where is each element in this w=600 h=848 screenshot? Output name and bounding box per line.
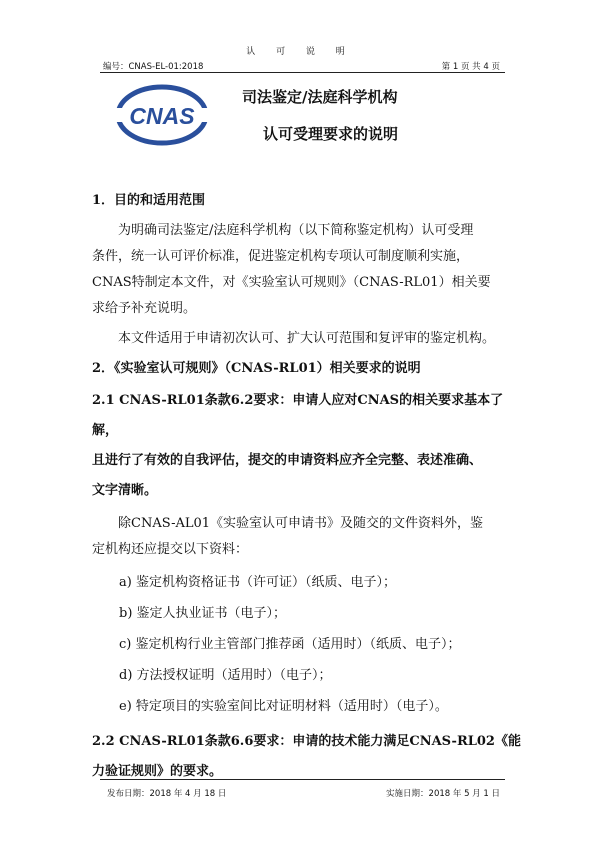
document-body xyxy=(92,188,522,787)
explain-line1: 除CNAS-AL01《实验室认可申请书》及随交的文件资料外，鉴 xyxy=(118,516,484,531)
issue-date: 发布日期：2018 年 4 月 18 日 xyxy=(107,789,227,799)
req2-line2: 力验证规则》的要求。 xyxy=(92,764,223,779)
header-divider xyxy=(100,72,505,73)
section2-heading: 2．《实验室认可规则》（CNAS-RL01）相关要求的说明 xyxy=(92,361,421,376)
section1-heading: 1．目的和适用范围 xyxy=(92,193,206,208)
section1-para1-line3: CNAS特制定本文件，对《实验室认可规则》（CNAS-RL01）相关要 xyxy=(92,275,491,290)
cnas-logo xyxy=(112,82,212,148)
section1-para1-line2: 条件，统一认可评价标准，促进鉴定机构专项认可制度顺利实施， xyxy=(92,249,470,264)
explain-line2: 定机构还应提交以下资料： xyxy=(92,542,249,557)
page-info: 第 1 页 共 4 页 xyxy=(441,62,500,72)
page-title-line1: 司法鉴定/法庭科学机构 xyxy=(242,88,398,106)
list-item: d) 方法授权证明（适用时）（电子）； xyxy=(119,668,332,683)
document-type: 认 可 说 明 xyxy=(246,47,354,57)
list-item: a) 鉴定机构资格证书（许可证）（纸质、电子）； xyxy=(119,575,396,590)
req2-line1: 2.2 CNAS-RL01条款6.6要求：申请的技术能力满足CNAS-RL02《能 xyxy=(92,734,521,749)
logo-text: CNAS xyxy=(129,103,195,129)
section1-para1-line1: 为明确司法鉴定/法庭科学机构（以下简称鉴定机构）认可受理 xyxy=(118,223,474,238)
list-item: e) 特定项目的实验室间比对证明材料（适用时）（电子）。 xyxy=(119,699,448,714)
req1-line2: 且进行了有效的自我评估，提交的申请资料应齐全完整、表述准确、 xyxy=(92,453,483,468)
req1-line1: 2.1 CNAS-RL01条款6.2要求：申请人应对CNAS的相关要求基本了解， xyxy=(92,393,504,438)
section1-para2: 本文件适用于申请初次认可、扩大认可范围和复评审的鉴定机构。 xyxy=(118,331,496,346)
page-title-line2: 认可受理要求的说明 xyxy=(263,125,399,143)
footer-divider xyxy=(100,779,505,780)
list-item: c) 鉴定机构行业主管部门推荐函（适用时）（纸质、电子）； xyxy=(119,637,461,652)
effective-date: 实施日期：2018 年 5 月 1 日 xyxy=(386,789,500,799)
section1-para1-line4: 求给予补充说明。 xyxy=(92,301,197,316)
document-number: 编号：CNAS-EL-01:2018 xyxy=(103,62,204,72)
req1-line3: 文字清晰。 xyxy=(92,483,158,498)
list-item: b) 鉴定人执业证书（电子）； xyxy=(119,606,287,621)
